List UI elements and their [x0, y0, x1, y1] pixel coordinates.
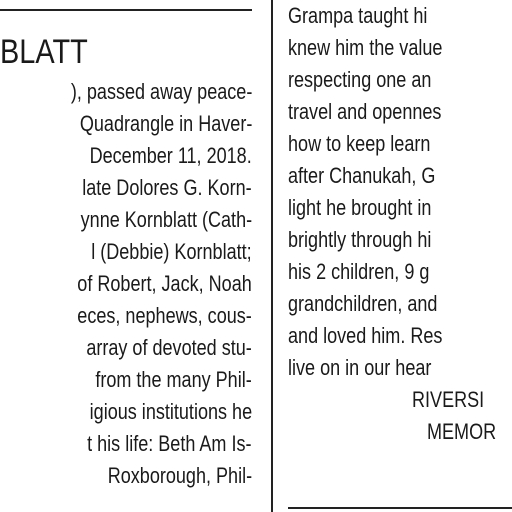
text-line: Grampa taught hi	[288, 3, 428, 28]
text-line: from the many Phil-	[95, 367, 252, 392]
text-line: igious institutions he	[89, 399, 252, 424]
text-line: late Dolores G. Korn-	[82, 175, 252, 200]
text-line: and loved him. Res	[288, 323, 443, 348]
text-line: live on in our hear	[288, 355, 432, 380]
funeral-home-name-line2: MEMOR	[427, 419, 497, 444]
obituary-name-heading: BLATT	[0, 33, 88, 71]
text-line: knew him the value	[288, 35, 443, 60]
text-line: of Robert, Jack, Noah	[77, 271, 252, 296]
text-line: brightly through hi	[288, 227, 432, 252]
text-line: travel and opennes	[288, 99, 442, 124]
text-line: ynne Kornblatt (Cath-	[80, 207, 252, 232]
text-line: grandchildren, and	[288, 291, 438, 316]
text-line: t his life: Beth Am Is-	[87, 431, 252, 456]
text-line: l (Debbie) Kornblatt;	[91, 239, 252, 264]
text-line: array of devoted stu-	[86, 335, 252, 360]
text-line: Quadrangle in Haver-	[79, 111, 252, 136]
text-line: respecting one an	[288, 67, 432, 92]
text-line: light he brought in	[288, 195, 432, 220]
column-divider	[271, 0, 273, 512]
bottom-rule	[288, 507, 512, 509]
obituary-column-left	[0, 0, 252, 512]
text-line: his 2 children, 9 g	[288, 259, 430, 284]
funeral-home-name: RIVERSI	[412, 387, 485, 412]
obituary-column-right	[288, 0, 512, 512]
top-rule	[0, 9, 252, 11]
text-line: Roxborough, Phil-	[107, 463, 252, 488]
text-line: how to keep learn	[288, 131, 431, 156]
text-line: ), passed away peace-	[70, 79, 252, 104]
text-line: after Chanukah, G	[288, 163, 436, 188]
text-line: eces, nephews, cous-	[77, 303, 252, 328]
text-line: December 11, 2018.	[89, 143, 252, 168]
